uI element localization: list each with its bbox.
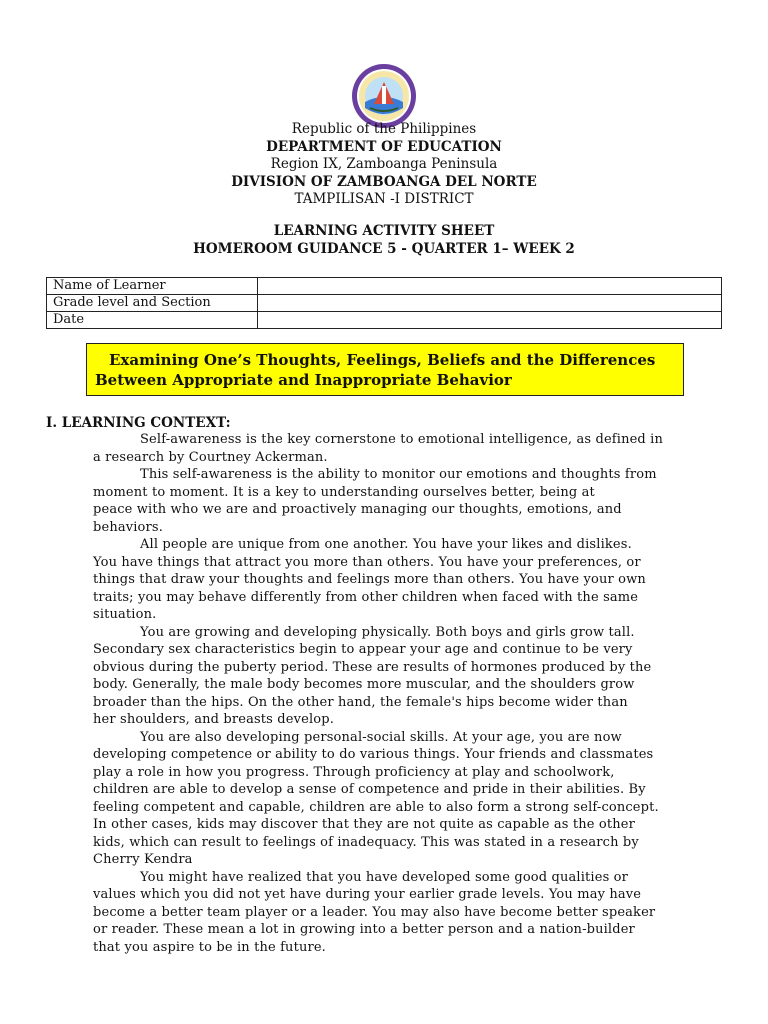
body-line: You might have realized that you have developed some good qualities or <box>140 869 629 885</box>
grade-section-field[interactable] <box>258 295 722 312</box>
sheet-title: LEARNING ACTIVITY SHEET <box>273 223 495 239</box>
body-line: peace with who we are and proactively managing our thoughts, emotions, and <box>93 502 622 517</box>
body-line: a research by Courtney Ackerman. <box>93 449 328 465</box>
body-line: You are also developing personal-social skills. At your age, you are now <box>140 729 622 745</box>
table-row <box>47 295 722 312</box>
body-line: values which you did not yet have during your earlier grade levels. You may have <box>93 887 642 902</box>
body-line: her shoulders, and breasts develop. <box>93 712 334 727</box>
body-line: moment to moment. It is a key to understanding ourselves better, being at <box>93 484 595 500</box>
body-line: You have things that attract you more than others. You have your preferences, or <box>93 554 641 570</box>
grade-section-label: Grade level and Section <box>47 295 258 312</box>
date-label: Date <box>47 312 258 329</box>
topic-line-2: Between Appropriate and Inappropriate Behavior <box>95 371 512 389</box>
body-line: Secondary sex characteristics begin to appear your age and continue to be very <box>93 642 633 657</box>
body-line: Cherry Kendra <box>93 852 193 867</box>
division-line: DIVISION OF ZAMBOANGA DEL NORTE <box>231 173 537 190</box>
section-heading: I. LEARNING CONTEXT: <box>46 415 231 431</box>
body-line: developing competence or ability to do various things. Your friends and classmates <box>93 747 654 762</box>
body-line: In other cases, kids may discover that they are not quite as capable as the other <box>93 817 635 832</box>
body-line: or reader. These mean a lot in growing into a better person and a nation-builder <box>93 922 635 937</box>
date-field[interactable] <box>258 312 722 329</box>
body-line: This self-awareness is the ability to monitor our emotions and thoughts from <box>140 467 657 482</box>
body-line: situation. <box>93 607 157 622</box>
division-seal-icon <box>350 62 418 130</box>
topic-banner <box>86 343 684 396</box>
body-line: Self-awareness is the key cornerstone to emotional intelligence, as defined in <box>140 432 664 447</box>
body-line: traits; you may behave differently from other children when faced with the same <box>93 589 639 605</box>
body-line: broader than the hips. On the other hand, the female's hips become wider than <box>93 694 628 710</box>
body-line: children are able to develop a sense of competence and pride in their abilities. By <box>93 782 646 797</box>
topic-line-1: Examining One’s Thoughts, Feelings, Beliefs and the Differences <box>109 351 656 369</box>
body-line: body. Generally, the male body becomes more muscular, and the shoulders grow <box>93 677 635 692</box>
body-line: kids, which can result to feelings of inadequacy. This was stated in a research by <box>93 834 639 850</box>
department-line: DEPARTMENT OF EDUCATION <box>266 138 502 155</box>
table-row <box>47 312 722 329</box>
body-line: that you aspire to be in the future. <box>93 939 326 955</box>
learner-info-table <box>46 277 722 329</box>
learning-context-body <box>93 431 733 956</box>
body-line: obvious during the puberty period. These are results of hormones produced by the <box>93 659 652 675</box>
body-line: play a role in how you progress. Through proficiency at play and schoolwork, <box>93 764 615 780</box>
document-header <box>0 121 768 209</box>
body-line: behaviors. <box>93 519 163 535</box>
body-line: become a better team player or a leader. You may also have become better speaker <box>93 904 656 920</box>
body-line: All people are unique from one another. You have your likes and dislikes. <box>140 537 632 552</box>
sheet-titles <box>0 222 768 258</box>
table-row <box>47 278 722 295</box>
learner-name-label: Name of Learner <box>47 278 258 295</box>
learner-name-field[interactable] <box>258 278 722 295</box>
body-line: feeling competent and capable, children are able to also form a strong self-concept. <box>93 799 659 815</box>
subject-title: HOMEROOM GUIDANCE 5 - QUARTER 1– WEEK 2 <box>193 241 575 257</box>
district-line: TAMPILISAN -I DISTRICT <box>294 191 474 207</box>
body-line: You are growing and developing physically. Both boys and girls grow tall. <box>140 624 635 640</box>
body-line: things that draw your thoughts and feelings more than others. You have your own <box>93 572 646 587</box>
region-line: Region IX, Zamboanga Peninsula <box>270 156 498 172</box>
republic-line: Republic of the Philippines <box>291 121 477 137</box>
